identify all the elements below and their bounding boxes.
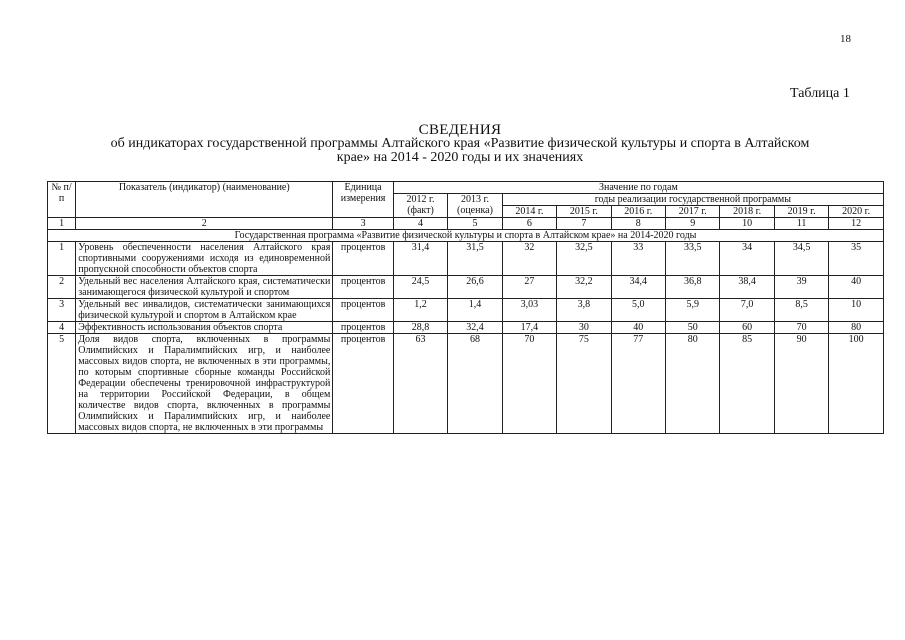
value-cell: 33 bbox=[611, 242, 665, 276]
value-cell: 80 bbox=[829, 322, 884, 334]
column-number: 7 bbox=[557, 218, 611, 230]
column-number: 12 bbox=[829, 218, 884, 230]
value-cell: 80 bbox=[666, 334, 720, 434]
row-number: 5 bbox=[48, 334, 76, 434]
table-row bbox=[48, 242, 884, 276]
indicator-name: Уровень обеспеченности населения Алтайского края спортивными сооружениями исходя из единовременной пропускной способности объектов спорта bbox=[76, 242, 333, 276]
value-cell: 32,2 bbox=[557, 276, 611, 299]
value-cell: 77 bbox=[611, 334, 665, 434]
heading-title: СВЕДЕНИЯ bbox=[418, 122, 502, 138]
column-number: 10 bbox=[720, 218, 774, 230]
header-2013-year: 2013 г. bbox=[460, 194, 489, 205]
row-number: 1 bbox=[48, 242, 76, 276]
value-cell: 75 bbox=[557, 334, 611, 434]
value-cell: 32,4 bbox=[448, 322, 502, 334]
value-cell: 1,4 bbox=[448, 299, 502, 322]
header-2013-sub: (оценка) bbox=[456, 205, 493, 216]
table-row bbox=[48, 299, 884, 322]
column-number: 1 bbox=[48, 218, 76, 230]
value-cell: 70 bbox=[774, 322, 828, 334]
value-cell: 3,03 bbox=[502, 299, 556, 322]
value-cell: 70 bbox=[502, 334, 556, 434]
value-cell: 36,8 bbox=[666, 276, 720, 299]
header-year: 2016 г. bbox=[611, 206, 665, 218]
column-number: 4 bbox=[393, 218, 447, 230]
value-cell: 85 bbox=[720, 334, 774, 434]
column-number: 8 bbox=[611, 218, 665, 230]
value-cell: 34 bbox=[720, 242, 774, 276]
value-cell: 32 bbox=[502, 242, 556, 276]
value-cell: 28,8 bbox=[393, 322, 447, 334]
value-cell: 31,4 bbox=[393, 242, 447, 276]
value-cell: 40 bbox=[829, 276, 884, 299]
value-cell: 31,5 bbox=[448, 242, 502, 276]
header-years-impl: годы реализации государственной программы bbox=[502, 194, 883, 206]
value-cell: 30 bbox=[557, 322, 611, 334]
column-number: 3 bbox=[333, 218, 393, 230]
column-number: 11 bbox=[774, 218, 828, 230]
value-cell: 32,5 bbox=[557, 242, 611, 276]
header-year: 2017 г. bbox=[666, 206, 720, 218]
value-cell: 63 bbox=[393, 334, 447, 434]
value-cell: 35 bbox=[829, 242, 884, 276]
value-cell: 8,5 bbox=[774, 299, 828, 322]
indicator-name: Доля видов спорта, включенных в программы Олимпийских и Паралимпийских игр, и наиболее массовых видов спорта, не включенных в эти программы, по которым спортивные сборные команды Российской Федерации обеспечены тренировочной инфраструктурой на территории Российской Федерации, в общем количестве видов спорта, включенных в программы Олимпийских и Паралимпийских игр, и наиболее массовых видов спорта, не включенных в эти программы bbox=[76, 334, 333, 434]
heading-subtitle-line1: об индикаторах государственной программы Алтайского края «Развитие физической культуры и спорта в Алтайском bbox=[110, 136, 810, 151]
value-cell: 5,9 bbox=[666, 299, 720, 322]
header-row-1 bbox=[48, 182, 884, 194]
value-cell: 7,0 bbox=[720, 299, 774, 322]
column-number: 2 bbox=[76, 218, 333, 230]
header-year: 2020 г. bbox=[829, 206, 884, 218]
unit-cell: процентов bbox=[333, 276, 393, 299]
row-number: 3 bbox=[48, 299, 76, 322]
value-cell: 40 bbox=[611, 322, 665, 334]
value-cell: 3,8 bbox=[557, 299, 611, 322]
table-label: Таблица 1 bbox=[790, 86, 850, 101]
indicator-name: Эффективность использования объектов спорта bbox=[76, 322, 333, 334]
indicators-table bbox=[47, 181, 884, 434]
value-cell: 1,2 bbox=[393, 299, 447, 322]
value-cell: 68 bbox=[448, 334, 502, 434]
table-row bbox=[48, 322, 884, 334]
value-cell: 90 bbox=[774, 334, 828, 434]
header-2013 bbox=[448, 194, 502, 218]
value-cell: 26,6 bbox=[448, 276, 502, 299]
column-number: 6 bbox=[502, 218, 556, 230]
column-numbers-row bbox=[48, 218, 884, 230]
program-title: Государственная программа «Развитие физической культуры и спорта в Алтайском крае» на 2014-2020 годы bbox=[48, 230, 884, 242]
value-cell: 24,5 bbox=[393, 276, 447, 299]
value-cell: 50 bbox=[666, 322, 720, 334]
header-indicator: Показатель (индикатор) (наименование) bbox=[76, 182, 333, 218]
unit-cell: процентов bbox=[333, 322, 393, 334]
program-title-row bbox=[48, 230, 884, 242]
page-number: 18 bbox=[840, 33, 851, 45]
value-cell: 34,5 bbox=[774, 242, 828, 276]
header-year: 2018 г. bbox=[720, 206, 774, 218]
column-number: 5 bbox=[448, 218, 502, 230]
value-cell: 38,4 bbox=[720, 276, 774, 299]
row-number: 2 bbox=[48, 276, 76, 299]
value-cell: 10 bbox=[829, 299, 884, 322]
header-year: 2014 г. bbox=[502, 206, 556, 218]
indicator-name: Удельный вес населения Алтайского края, систематически занимающегося физической культурой и спортом bbox=[76, 276, 333, 299]
row-number: 4 bbox=[48, 322, 76, 334]
column-number: 9 bbox=[666, 218, 720, 230]
value-cell: 17,4 bbox=[502, 322, 556, 334]
heading-subtitle-line2: крае» на 2014 - 2020 годы и их значениях bbox=[336, 150, 584, 165]
table-row bbox=[48, 276, 884, 299]
value-cell: 100 bbox=[829, 334, 884, 434]
indicator-name: Удельный вес инвалидов, систематически занимающихся физической культурой и спортом в Алтайском крае bbox=[76, 299, 333, 322]
value-cell: 5,0 bbox=[611, 299, 665, 322]
header-year: 2015 г. bbox=[557, 206, 611, 218]
value-cell: 60 bbox=[720, 322, 774, 334]
header-2012 bbox=[393, 194, 447, 218]
unit-cell: процентов bbox=[333, 242, 393, 276]
header-2012-year: 2012 г. bbox=[406, 194, 435, 205]
header-values: Значение по годам bbox=[393, 182, 883, 194]
header-year: 2019 г. bbox=[774, 206, 828, 218]
value-cell: 34,4 bbox=[611, 276, 665, 299]
header-num: № п/п bbox=[48, 182, 76, 218]
value-cell: 33,5 bbox=[666, 242, 720, 276]
unit-cell: процентов bbox=[333, 334, 393, 434]
value-cell: 27 bbox=[502, 276, 556, 299]
header-2012-sub: (факт) bbox=[407, 205, 434, 216]
unit-cell: процентов bbox=[333, 299, 393, 322]
value-cell: 39 bbox=[774, 276, 828, 299]
document-heading bbox=[40, 123, 880, 165]
table-row bbox=[48, 334, 884, 434]
header-unit: Единица измерения bbox=[333, 182, 393, 218]
